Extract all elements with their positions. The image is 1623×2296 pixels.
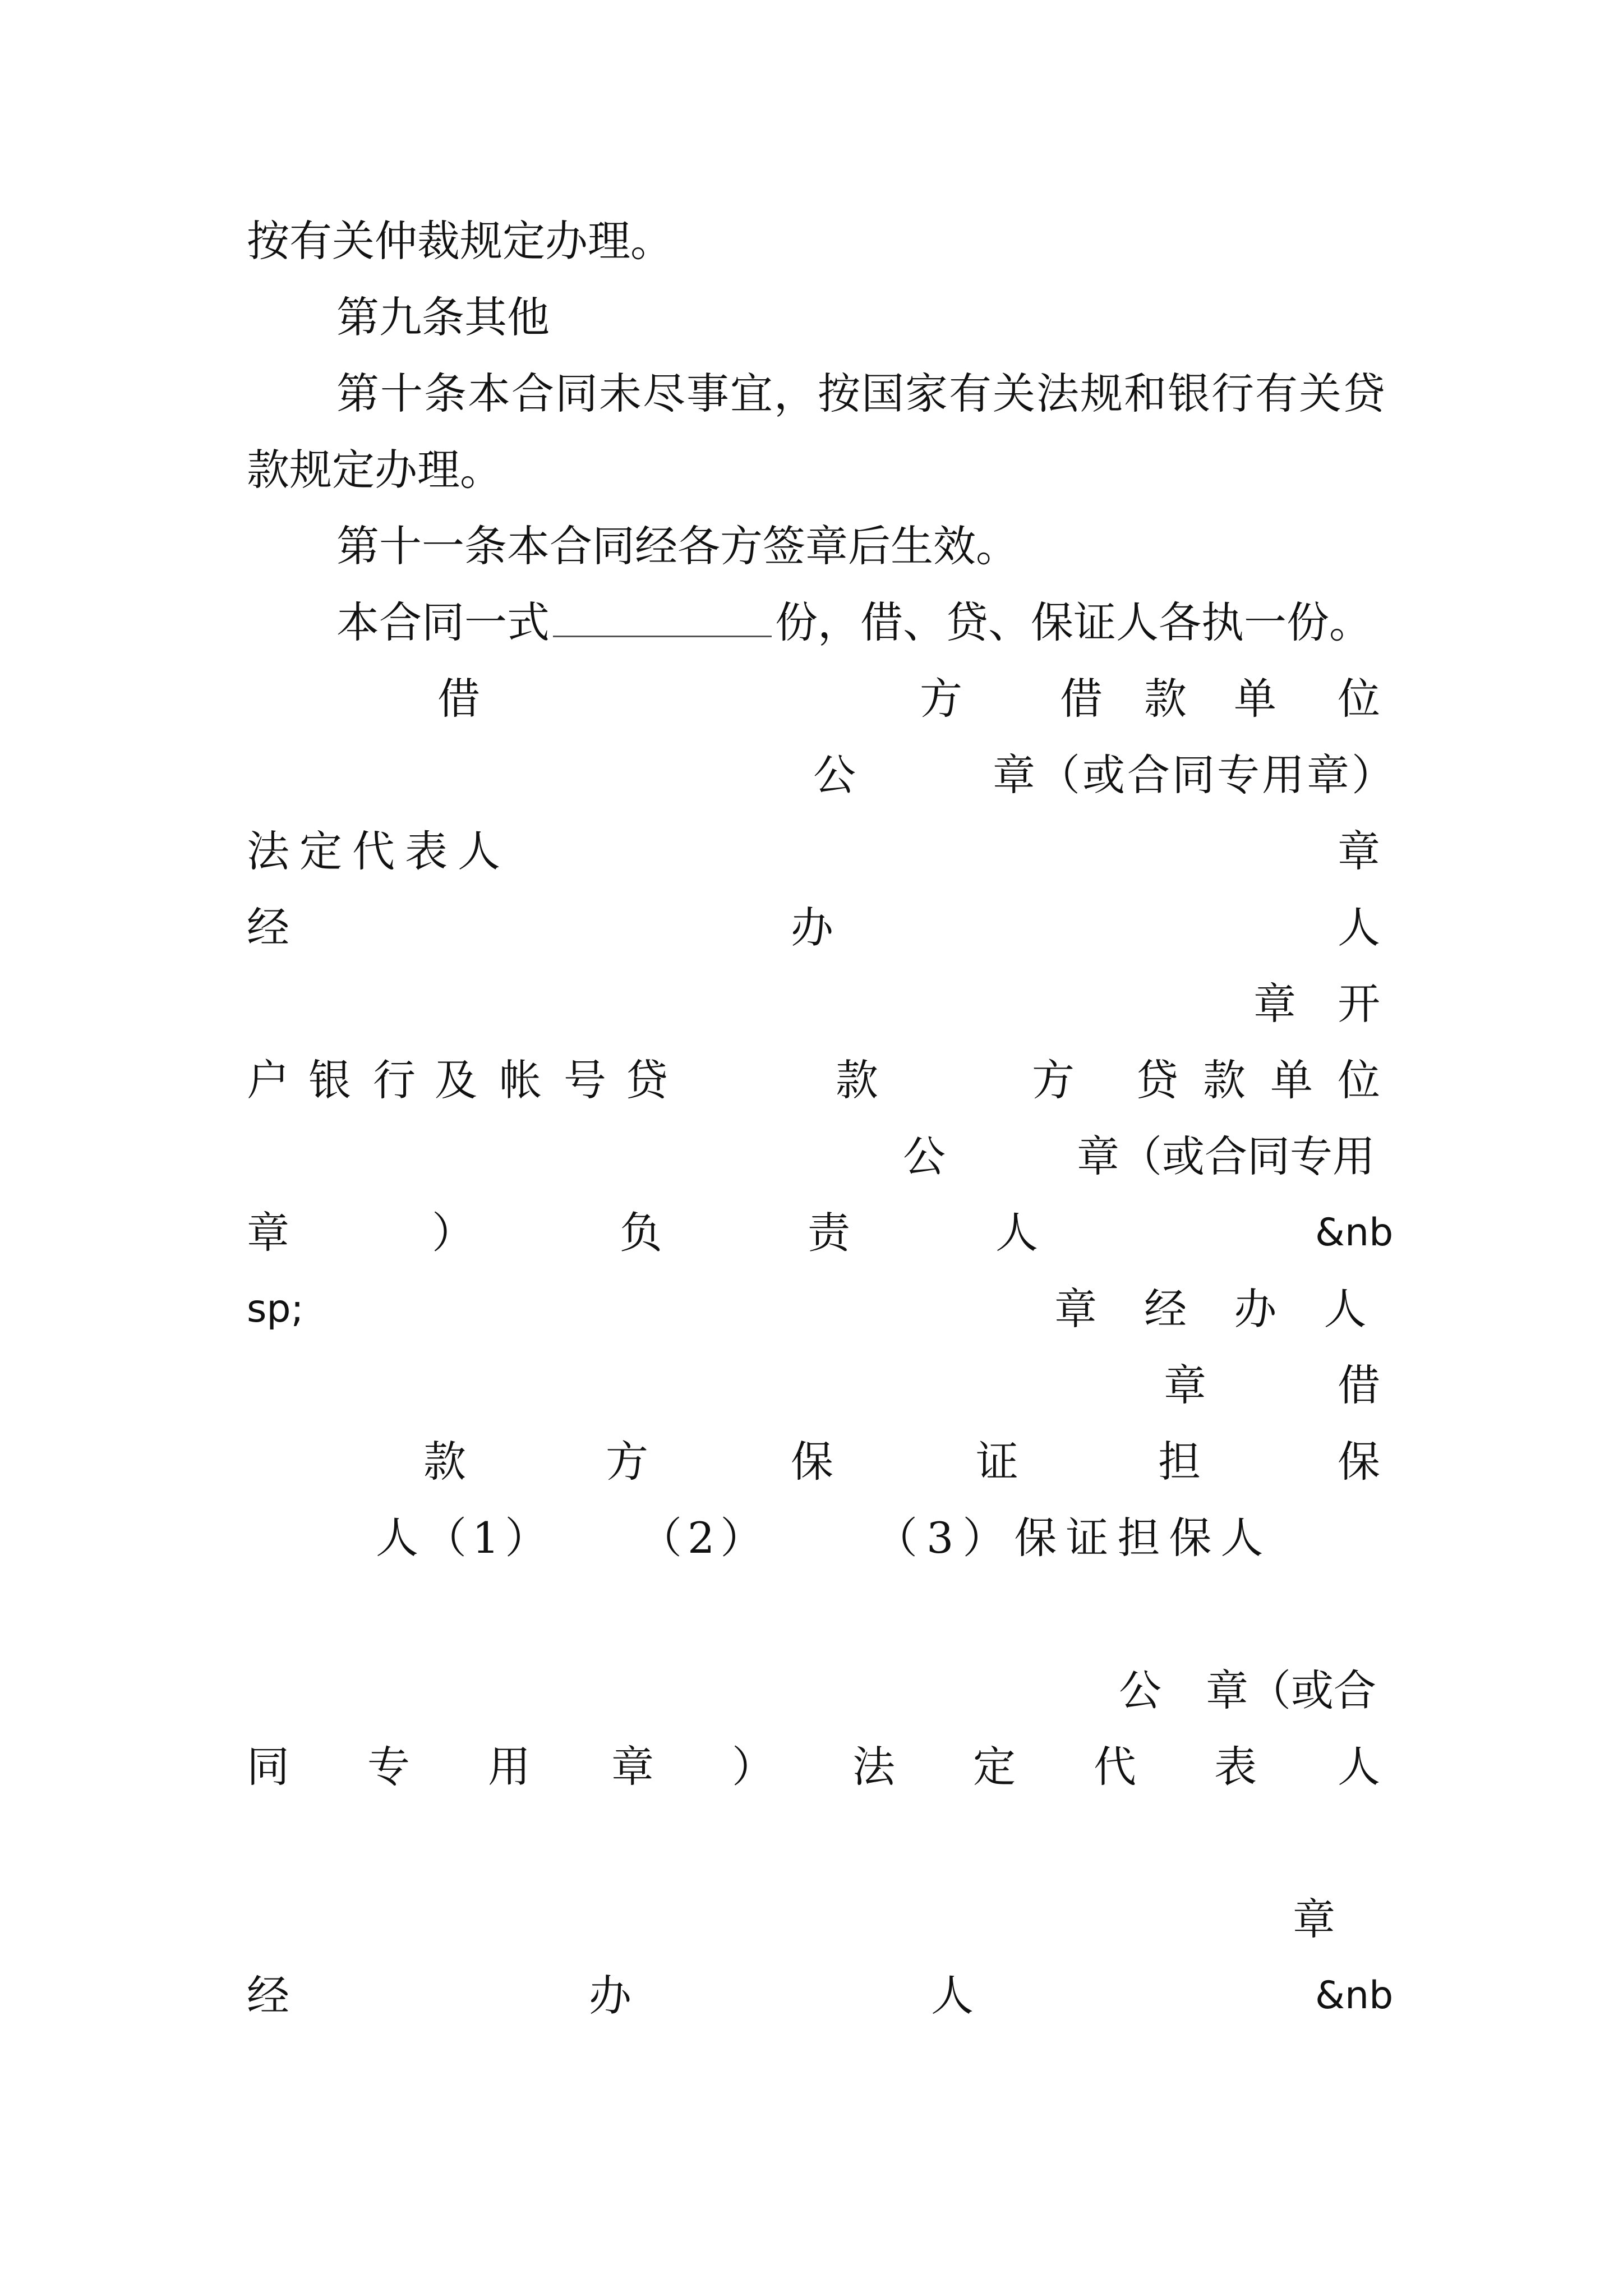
sig-text: 人 bbox=[995, 1208, 1038, 1258]
sig-text: 单 bbox=[1234, 674, 1276, 724]
sig-text: 帐 bbox=[499, 1055, 542, 1105]
sig-line-8 bbox=[0, 1194, 1623, 1272]
sig-text: 位 bbox=[1338, 674, 1380, 724]
sig-text: 行 bbox=[373, 1055, 416, 1105]
sig-text: （2） bbox=[639, 1513, 769, 1563]
sig-text: 款 bbox=[423, 1437, 466, 1487]
sig-line-7 bbox=[0, 1117, 1623, 1196]
sig-line-2 bbox=[0, 736, 1623, 815]
sig-text: 章 bbox=[1338, 826, 1380, 876]
text-line-5 bbox=[0, 507, 1623, 586]
sig-text: 用 bbox=[488, 1742, 531, 1792]
sig-line-11 bbox=[0, 1423, 1623, 1501]
sig-text: （3）保证担保人 bbox=[875, 1513, 1272, 1563]
sig-text: 定 bbox=[973, 1742, 1016, 1792]
sig-text: 款 bbox=[1144, 674, 1187, 724]
sig-line-16 bbox=[0, 1957, 1623, 2035]
sig-line-4 bbox=[0, 889, 1623, 967]
text-line-1 bbox=[0, 202, 1623, 280]
copies-clause-end: 份，借、贷、保证人各执一份。 bbox=[775, 597, 1372, 647]
sig-text: 人 bbox=[1338, 1742, 1380, 1792]
sig-text: 章（或合同专用 bbox=[1077, 1131, 1375, 1181]
sig-text: 证 bbox=[976, 1437, 1018, 1487]
sig-text: 担 bbox=[1158, 1437, 1201, 1487]
article-eleven-text: 第十一条本合同经各方签章后生效。 bbox=[336, 521, 1018, 571]
sig-line-1 bbox=[0, 660, 1623, 738]
sig-text: 方 bbox=[606, 1437, 648, 1487]
sig-text: 借 bbox=[1060, 674, 1103, 724]
copies-clause bbox=[336, 583, 1372, 662]
sig-text: 款 bbox=[1203, 1055, 1246, 1105]
sig-line-6 bbox=[0, 1041, 1623, 1120]
text-line-6 bbox=[0, 583, 1623, 662]
sig-text: 章 bbox=[247, 1208, 289, 1258]
sig-line-12 bbox=[0, 1499, 1623, 1577]
sig-text: 负 bbox=[620, 1208, 662, 1258]
sig-text: 人 bbox=[931, 1971, 974, 2021]
sig-text: 方 bbox=[920, 674, 962, 724]
text-line-4 bbox=[0, 431, 1623, 509]
article-ten-text-continued: 款规定办理。 bbox=[247, 445, 502, 495]
copies-clause-start: 本合同一式 bbox=[336, 597, 550, 647]
sig-text: &nb bbox=[1315, 1211, 1394, 1255]
sig-text: 位 bbox=[1338, 1055, 1380, 1105]
sig-text: ） bbox=[432, 1208, 474, 1258]
sig-text: 同 bbox=[247, 1742, 289, 1792]
sig-text: 保 bbox=[1338, 1437, 1380, 1487]
sig-text: 单 bbox=[1270, 1055, 1313, 1105]
sig-text: 公 bbox=[813, 750, 856, 800]
sig-line-15 bbox=[0, 1880, 1623, 1959]
sig-text: 公 bbox=[1119, 1665, 1161, 1715]
sig-text: 借 bbox=[1338, 1360, 1380, 1410]
sig-text: 法定代表人 bbox=[247, 826, 510, 876]
sig-line-5 bbox=[0, 965, 1623, 1043]
sig-text: 专 bbox=[367, 1742, 410, 1792]
sig-text: 人 bbox=[1338, 903, 1380, 953]
sig-text: 章 bbox=[611, 1742, 654, 1792]
sig-text: 公 bbox=[903, 1131, 946, 1181]
sig-text: 章（或合同专用章） bbox=[993, 750, 1396, 800]
sig-text: 贷 bbox=[1136, 1055, 1178, 1105]
text-line-3 bbox=[0, 355, 1623, 433]
sig-text: 经 bbox=[247, 903, 289, 953]
sig-text: 章 bbox=[1293, 1894, 1335, 1944]
sig-text: 号 bbox=[564, 1055, 606, 1105]
text-line-2 bbox=[0, 278, 1623, 357]
sig-text: 表 bbox=[1214, 1742, 1257, 1792]
sig-line-3 bbox=[0, 812, 1623, 891]
paragraph-arbitration-end: 按有关仲裁规定办理。 bbox=[247, 216, 673, 266]
sig-text: 代 bbox=[1094, 1742, 1136, 1792]
sig-line-10 bbox=[0, 1346, 1623, 1425]
sig-text: ） bbox=[732, 1742, 774, 1792]
sig-text: 法 bbox=[852, 1742, 895, 1792]
sig-text: 章（或合 bbox=[1206, 1665, 1376, 1715]
sig-line-9 bbox=[0, 1270, 1623, 1349]
sig-text: 借 bbox=[437, 674, 480, 724]
sig-text: &nb bbox=[1315, 1973, 1394, 2018]
article-ten-text: 第十条本合同未尽事宜，按国家有关法规和银行有关贷 bbox=[336, 369, 1386, 418]
article-nine-heading: 第九条其他 bbox=[336, 292, 550, 342]
copies-blank-field bbox=[553, 596, 772, 637]
sig-text: 户 bbox=[247, 1055, 289, 1105]
sig-text: 保 bbox=[791, 1437, 833, 1487]
sig-text: 经 bbox=[247, 1971, 289, 2021]
sig-text: 及 bbox=[435, 1055, 477, 1105]
sig-text: 贷 bbox=[625, 1055, 668, 1105]
sig-line-14 bbox=[0, 1728, 1623, 1806]
sig-text: 银 bbox=[308, 1055, 351, 1105]
sig-text: sp; bbox=[247, 1287, 304, 1331]
sig-text: 办 bbox=[791, 903, 833, 953]
sig-text: 责 bbox=[808, 1208, 850, 1258]
sig-text: 方 bbox=[1032, 1055, 1075, 1105]
sig-text: 章 bbox=[1164, 1360, 1206, 1410]
sig-line-13 bbox=[0, 1651, 1623, 1730]
sig-text: 人（1） bbox=[376, 1513, 554, 1563]
sig-text: 章 经 办 人 bbox=[1054, 1284, 1367, 1334]
sig-text: 章 开 bbox=[1253, 979, 1381, 1029]
sig-text: 款 bbox=[836, 1055, 878, 1105]
sig-text: 办 bbox=[589, 1971, 631, 2021]
